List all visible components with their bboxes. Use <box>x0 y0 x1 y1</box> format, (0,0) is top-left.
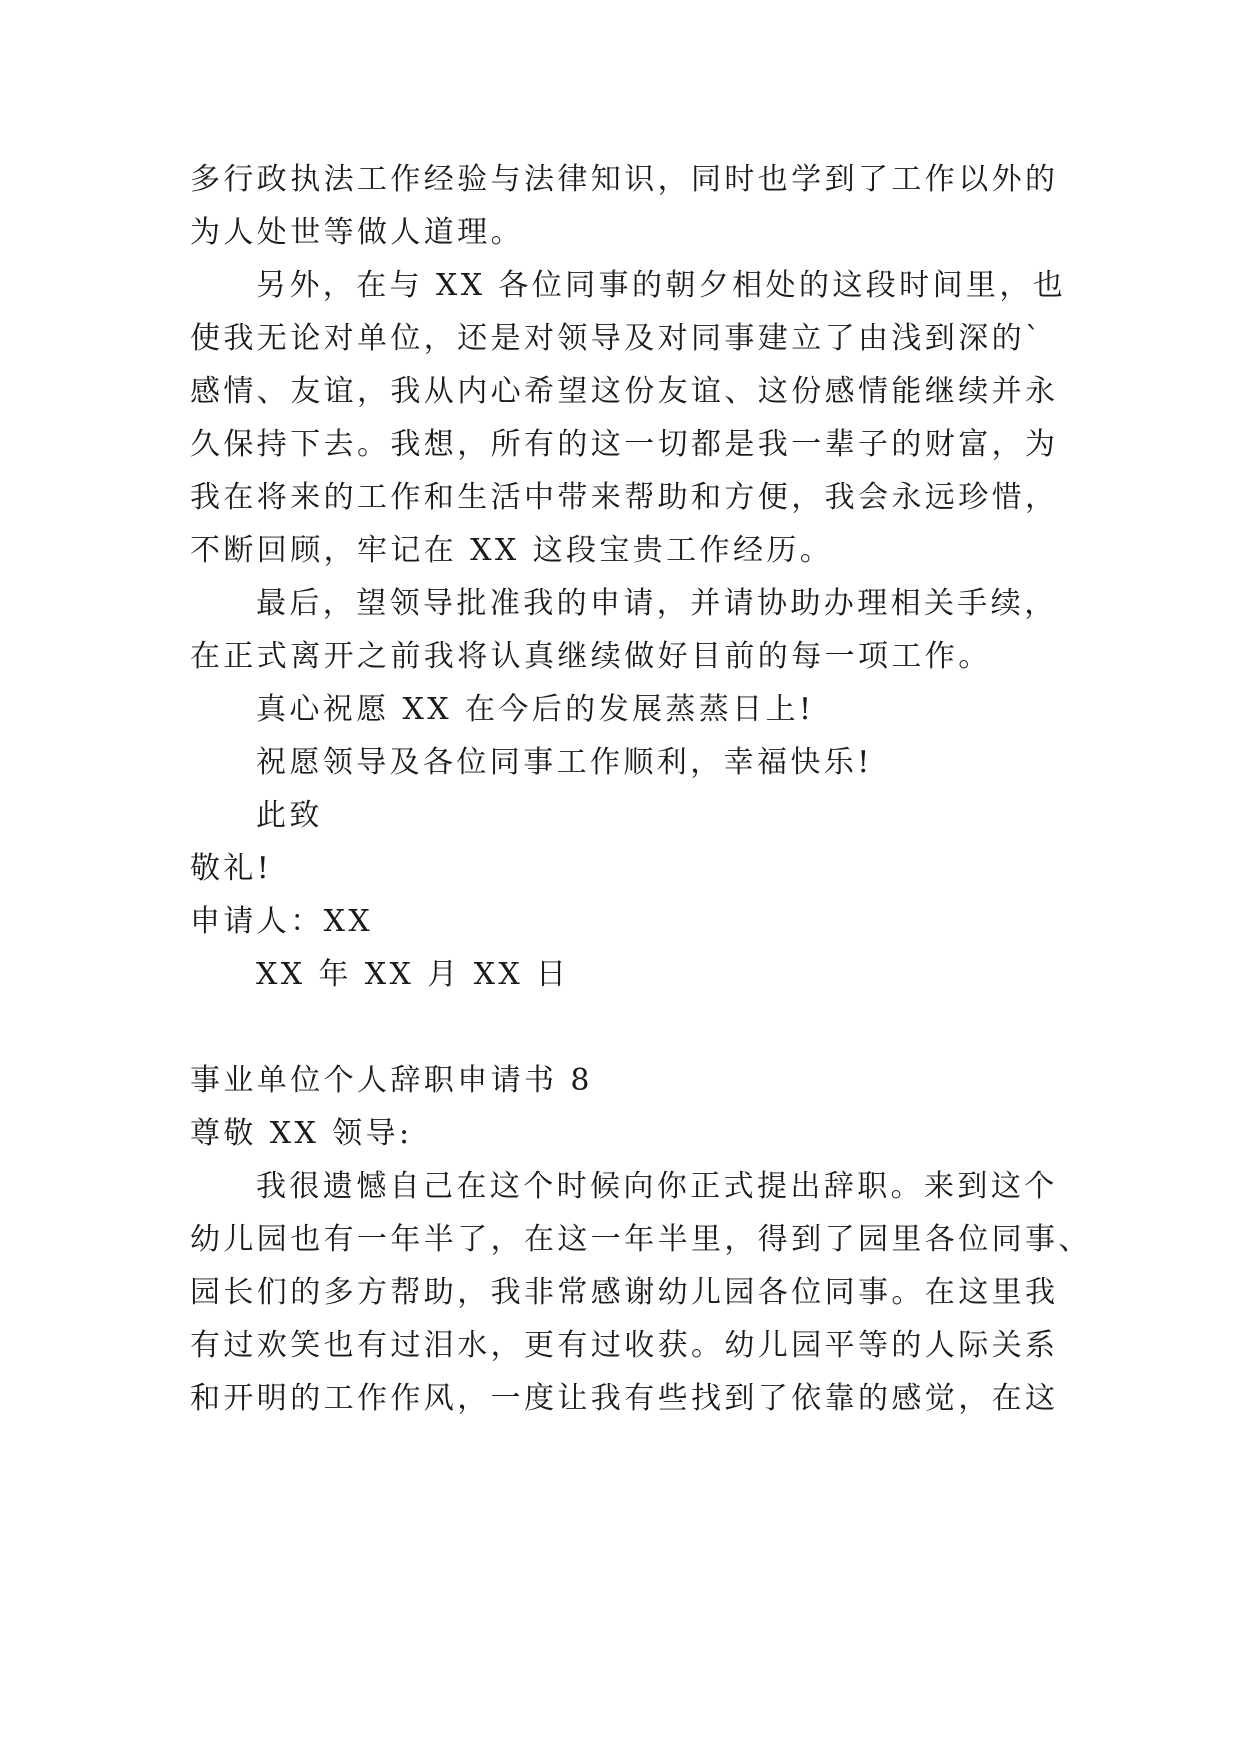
wish-line: 真心祝愿 XX 在今后的发展蒸蒸日上! <box>256 692 815 727</box>
date-line: XX 年 XX 月 XX 日 <box>256 957 570 992</box>
paragraph-line: 不断回顾，牢记在 XX 这段宝贵工作经历。 <box>190 533 834 568</box>
paragraph-line: 最后，望领导批准我的申请，并请协助办理相关手续， <box>256 586 1058 621</box>
paragraph-line: 幼儿园也有一年半了，在这一年半里，得到了园里各位同事、 <box>190 1222 1092 1257</box>
paragraph-line: 我在将来的工作和生活中带来帮助和方便，我会永远珍惜， <box>190 480 1059 515</box>
paragraph-line: 在正式离开之前我将认真继续做好目前的每一项工作。 <box>190 639 992 674</box>
wish-line: 祝愿领导及各位同事工作顺利，幸福快乐! <box>256 745 873 780</box>
paragraph-line: 和开明的工作作风，一度让我有些找到了依靠的感觉，在这 <box>190 1381 1059 1416</box>
paragraph-line: 感情、友谊，我从内心希望这份友谊、这份感情能继续并永 <box>190 374 1059 409</box>
closing-salute: 敬礼! <box>190 851 273 886</box>
paragraph-line: 另外，在与 XX 各位同事的朝夕相处的这段时间里，也 <box>256 268 1067 303</box>
paragraph-line: 使我无论对单位，还是对领导及对同事建立了由浅到深的` <box>190 321 1044 356</box>
applicant-line: 申请人：XX <box>190 904 374 939</box>
salutation: 尊敬 XX 领导: <box>190 1116 413 1151</box>
paragraph-line: 为人处世等做人道理。 <box>190 215 524 250</box>
closing-greeting: 此致 <box>256 798 323 833</box>
paragraph-line: 有过欢笑也有过泪水，更有过收获。幼儿园平等的人际关系 <box>190 1328 1059 1363</box>
paragraph-line: 多行政执法工作经验与法律知识，同时也学到了工作以外的 <box>190 162 1059 197</box>
paragraph-line: 园长们的多方帮助，我非常感谢幼儿园各位同事。在这里我 <box>190 1275 1059 1310</box>
section-title: 事业单位个人辞职申请书 8 <box>190 1063 593 1098</box>
paragraph-line: 我很遗憾自己在这个时候向你正式提出辞职。来到这个 <box>256 1169 1058 1204</box>
paragraph-line: 久保持下去。我想，所有的这一切都是我一辈子的财富，为 <box>190 427 1059 462</box>
